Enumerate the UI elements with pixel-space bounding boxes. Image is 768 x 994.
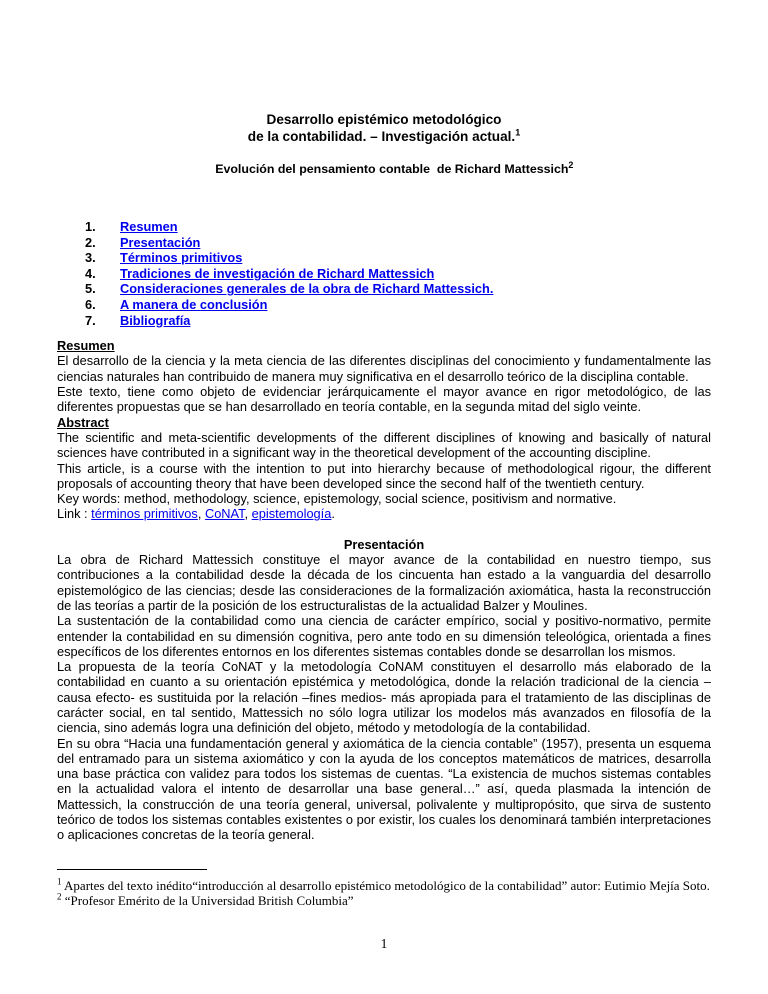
toc-item-presentacion [85, 235, 711, 251]
document-body [57, 338, 711, 843]
presentacion-paragraph-1: La obra de Richard Mattessich constituye el mayor avance de la contabilidad en nuestro tiempo, sus contribuciones a la contabilidad desde la década de los cincuenta han estado a la vanguardia del desarrollo epistemológico de las ciencias; desde las consideraciones de la formalización axiomática, hasta la reconstrucción de las teorías a partir de la posición de los estructuralistas de la actualidad Balzer y Moulines. [57, 552, 711, 613]
resumen-heading: Resumen [57, 338, 115, 354]
abstract-paragraph-1: The scientific and meta-scientific developments of the different disciplines of knowing and basically of natural sciences have contributed in a significant way in the theoretical development of the accounting discipline. [57, 429, 711, 461]
toc-item-terminos-primitivos [85, 250, 711, 266]
abstract-paragraph-2: This article, is a course with the intention to put into hierarchy because of methodological rigour, the different proposals of accounting theory that have been developed since the second half of the twentieth century. [57, 460, 711, 491]
footnote-1 [57, 878, 711, 893]
document-subtitle [57, 145, 711, 193]
title-block [57, 112, 711, 193]
presentacion-paragraph-2: La sustentación de la contabilidad como una ciencia de carácter empírico, social y positivo-normativo, permite entender la contabilidad en su dimensión cognitiva, pero ante todo en su dimensión teleológica, orientada a fines específicos de los diferentes entornos en los diferentes sistemas contables donde se desarrollan los mismos. [57, 613, 711, 659]
footnote-divider [57, 869, 207, 870]
footnote-ref-1: 1 [515, 126, 521, 137]
toc-item-consideraciones [85, 281, 711, 297]
toc-number: 3. [85, 250, 96, 266]
subtitle-text: Evolución del pensamiento contable de Richard Mattessich [215, 162, 569, 176]
toc-number: 4. [85, 265, 96, 281]
keywords-line: Key words: method, methodology, science, epistemology, social science, positivism and normative. [57, 491, 617, 507]
link-line [57, 506, 711, 521]
footnote-2-text: “Profesor Emérito de la Universidad British Columbia” [64, 893, 354, 909]
toc-item-conclusion [85, 297, 711, 313]
footnote-ref-2: 2 [568, 159, 574, 170]
link-terminos-primitivos[interactable]: términos primitivos [91, 506, 198, 522]
link-epistemologia[interactable]: epistemología [251, 506, 332, 522]
footnotes-block [57, 869, 711, 909]
link-line-suffix: . [331, 506, 335, 522]
link-line-prefix: Link : [57, 506, 92, 522]
toc-item-resumen [85, 219, 711, 235]
toc-item-tradiciones [85, 266, 711, 282]
link-separator: , [244, 506, 252, 522]
toc-number: 1. [85, 219, 96, 234]
toc-number: 7. [85, 312, 96, 328]
toc-link-terminos-primitivos[interactable]: Términos primitivos [120, 250, 243, 266]
footnote-2-ref: 2 [57, 891, 62, 902]
toc-number: 2. [85, 234, 96, 250]
resumen-paragraph-2: Este texto, tiene como objeto de evidenciar jerárquicamente el mayor avance en rigor metodológico, de las diferentes propuestas que se han desarrollado en teoría contable, en la segunda mitad del siglo veinte. [57, 384, 711, 415]
toc-link-resumen[interactable]: Resumen [120, 219, 178, 234]
page-number: 1 [380, 936, 388, 951]
toc-number: 5. [85, 281, 96, 297]
table-of-contents [85, 219, 711, 328]
toc-link-bibliografia[interactable]: Bibliografía [120, 312, 191, 328]
footnote-2 [57, 893, 711, 908]
title-line-1: Desarrollo epistémico metodológico [266, 112, 502, 127]
link-separator: , [197, 506, 205, 522]
title-line-2: de la contabilidad. – Investigación actual. [247, 128, 516, 144]
presentacion-paragraph-3: La propuesta de la teoría CoNAT y la metodología CoNAM constituyen el desarrollo más elaborado de la contabilidad en cuanto a su orientación epistémica y metodológica, donde la relación tradicional de la ciencia –causa efecto- es sustituida por la relación –fines medios- más apropiada para el tratamiento de las disciplinas de carácter social, en tal sentido, Mattessich no sólo logra utilizar los modelos más avanzados en filosofía de la ciencia, sino además logra una definición del objeto, método y metodología de la contabilidad. [57, 659, 711, 736]
document-title [57, 112, 711, 145]
presentacion-paragraph-4: En su obra “Hacia una fundamentación general y axiomática de la ciencia contable” (1957), presenta un esquema del entramado para un sistema axiomático y con la ayuda de los conceptos matemáticos de matrices, desarrolla una base práctica con validez para todos los sistemas de cuentas. “La existencia de muchos sistemas contables en la actualidad valora el intento de desarrollar una base general…” así, queda plasmada la intención de Mattessich, la construcción de una teoría general, universal, polivalente y multipropósito, que sirva de sustento teórico de todos los sistemas contables existentes o por existir, los cuales los denominará también interpretaciones o aplicaciones concretas de la teoría general. [57, 735, 711, 843]
resumen-paragraph-1: El desarrollo de la ciencia y la meta ciencia de las diferentes disciplinas del conocimiento y fundamentalmente las ciencias naturales han contribuido de manera muy significativa en el desarrollo teórico de la disciplina contable. [57, 353, 711, 384]
toc-link-conclusion[interactable]: A manera de conclusión [120, 296, 268, 312]
toc-link-consideraciones[interactable]: Consideraciones generales de la obra de Richard Mattessich. [120, 281, 494, 297]
toc-number: 6. [85, 296, 96, 312]
toc-item-bibliografia [85, 313, 711, 329]
link-conat[interactable]: CoNAT [204, 506, 245, 522]
toc-link-tradiciones[interactable]: Tradiciones de investigación de Richard Mattessich [120, 265, 435, 281]
presentacion-heading: Presentación [343, 536, 425, 552]
footnote-1-text: Apartes del texto inédito“introducción al desarrollo epistémico metodológico de la contabilidad” autor: Eutimio Mejía Soto. [64, 878, 710, 893]
toc-link-presentacion[interactable]: Presentación [120, 234, 201, 250]
footnote-1-ref: 1 [57, 876, 62, 887]
abstract-heading: Abstract [57, 414, 109, 430]
